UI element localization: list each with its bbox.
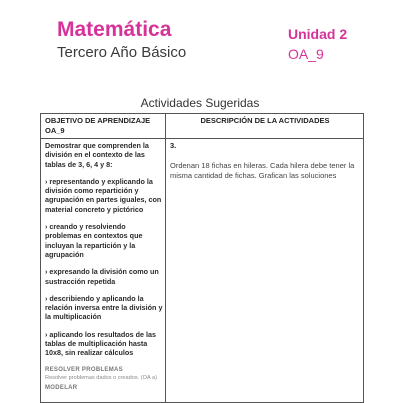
activity-number: 3. [170, 141, 177, 150]
grade-title: Tercero Año Básico [57, 44, 187, 61]
objective-column-header: OBJETIVO DE APRENDIZAJE OA_9 [45, 116, 151, 135]
objective-column [45, 141, 163, 394]
description-column [170, 141, 358, 181]
activities-table [40, 113, 364, 403]
table-column-divider [165, 114, 166, 402]
objective-item: › expresando la división como un sustracción repetida [45, 267, 159, 286]
objective-item: › creando y resolviendo problemas en contextos que incluyan la repartición y la agrupación [45, 222, 143, 259]
description-column-header: DESCRIPCIÓN DE LA ACTIVIDADES [200, 116, 330, 125]
subject-title: Matemática [57, 18, 172, 41]
activity-text: Ordenan 18 fichas en hileras. Cada hilera debe tener la misma cantidad de fichas. Grafican las soluciones [170, 161, 355, 180]
skill-title: MODELAR [45, 385, 78, 392]
skill-text: Resolver problemas dados o creados. (OA a) [45, 374, 157, 381]
objective-item: › representando y explicando la división como repartición y agrupación en partes iguales, con material concreto y pictórico [45, 176, 162, 214]
objective-item: › aplicando los resultados de las tablas de multiplicación hasta 10x8, sin realizar cálculos [45, 329, 157, 358]
section-title: Actividades Sugeridas [140, 96, 260, 110]
objective-intro: Demostrar que comprenden la división en el contexto de las tablas de 3, 6, 4 y 8: [45, 141, 149, 169]
objective-item: › describiendo y aplicando la relación inversa entre la división y la multiplicación [45, 293, 163, 322]
skill-title: RESOLVER PROBLEMAS [45, 366, 123, 373]
unit-label: Unidad 2 [288, 26, 348, 42]
oa-code-label: OA_9 [288, 46, 324, 62]
